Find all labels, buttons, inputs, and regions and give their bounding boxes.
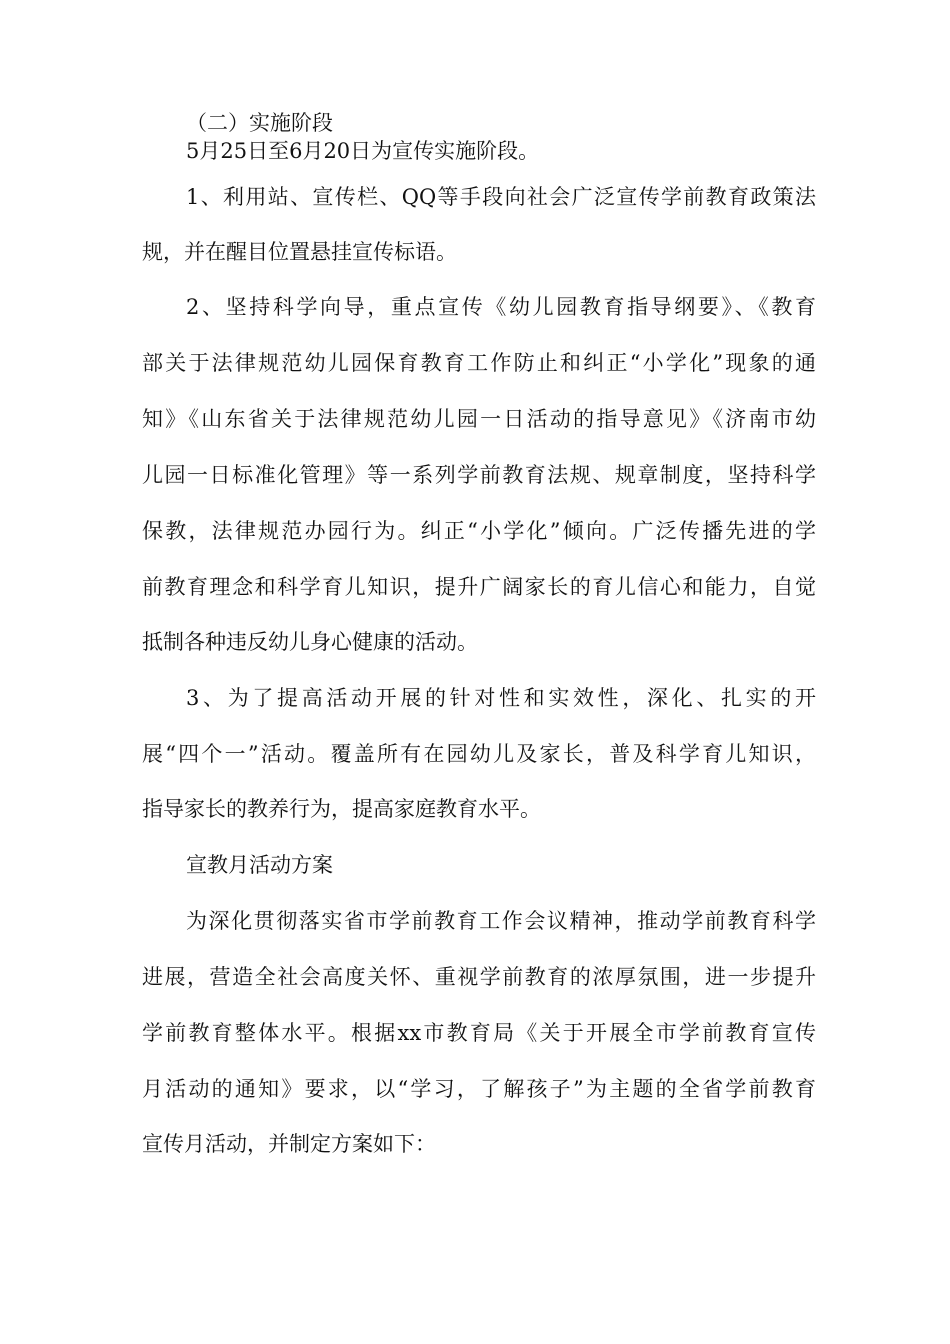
- paragraph-2-line-4: 儿园一日标准化管理》等一系列学前教育法规、规章制度，坚持科学: [142, 463, 816, 487]
- paragraph-1-line-1: 1、利用站、宣传栏、QQ等手段向社会广泛宣传学前教育政策法: [186, 185, 816, 209]
- paragraph-2-line-6: 前教育理念和科学育儿知识，提升广阔家长的育儿信心和能力，自觉: [142, 575, 816, 599]
- intro-line-3: 学前教育整体水平。根据xx市教育局《关于开展全市学前教育宣传: [142, 1021, 816, 1045]
- paragraph-2-line-1: 2、坚持科学向导，重点宣传《幼儿园教育指导纲要》、《教育: [186, 295, 816, 319]
- date-line: 5月25日至6月20日为宣传实施阶段。: [186, 139, 540, 163]
- section-heading: （二）实施阶段: [186, 111, 333, 135]
- intro-line-5: 宣传月活动，并制定方案如下：: [142, 1132, 436, 1156]
- paragraph-3-line-2: 展“四个一”活动。覆盖所有在园幼儿及家长，普及科学育儿知识，: [142, 742, 816, 766]
- paragraph-1-line-2: 规，并在醒目位置悬挂宣传标语。: [142, 240, 457, 264]
- paragraph-2-line-2: 部关于法律规范幼儿园保育教育工作防止和纠正“小学化”现象的通: [142, 351, 816, 375]
- paragraph-2-line-5: 保教，法律规范办园行为。纠正“小学化”倾向。广泛传播先进的学: [142, 519, 816, 543]
- paragraph-2-line-3: 知》《山东省关于法律规范幼儿园一日活动的指导意见》《济南市幼: [142, 407, 816, 431]
- intro-line-2: 进展，营造全社会高度关怀、重视学前教育的浓厚氛围，进一步提升: [142, 965, 816, 989]
- paragraph-3-line-1: 3、为了提高活动开展的针对性和实效性，深化、扎实的开: [186, 686, 816, 710]
- intro-line-4: 月活动的通知》要求，以“学习，了解孩子”为主题的全省学前教育: [142, 1077, 816, 1101]
- paragraph-3-line-3: 指导家长的教养行为，提高家庭教育水平。: [142, 797, 541, 821]
- intro-line-1: 为深化贯彻落实省市学前教育工作会议精神，推动学前教育科学: [186, 909, 816, 933]
- paragraph-2-line-7: 抵制各种违反幼儿身心健康的活动。: [142, 630, 478, 654]
- section-title: 宣教月活动方案: [186, 853, 333, 877]
